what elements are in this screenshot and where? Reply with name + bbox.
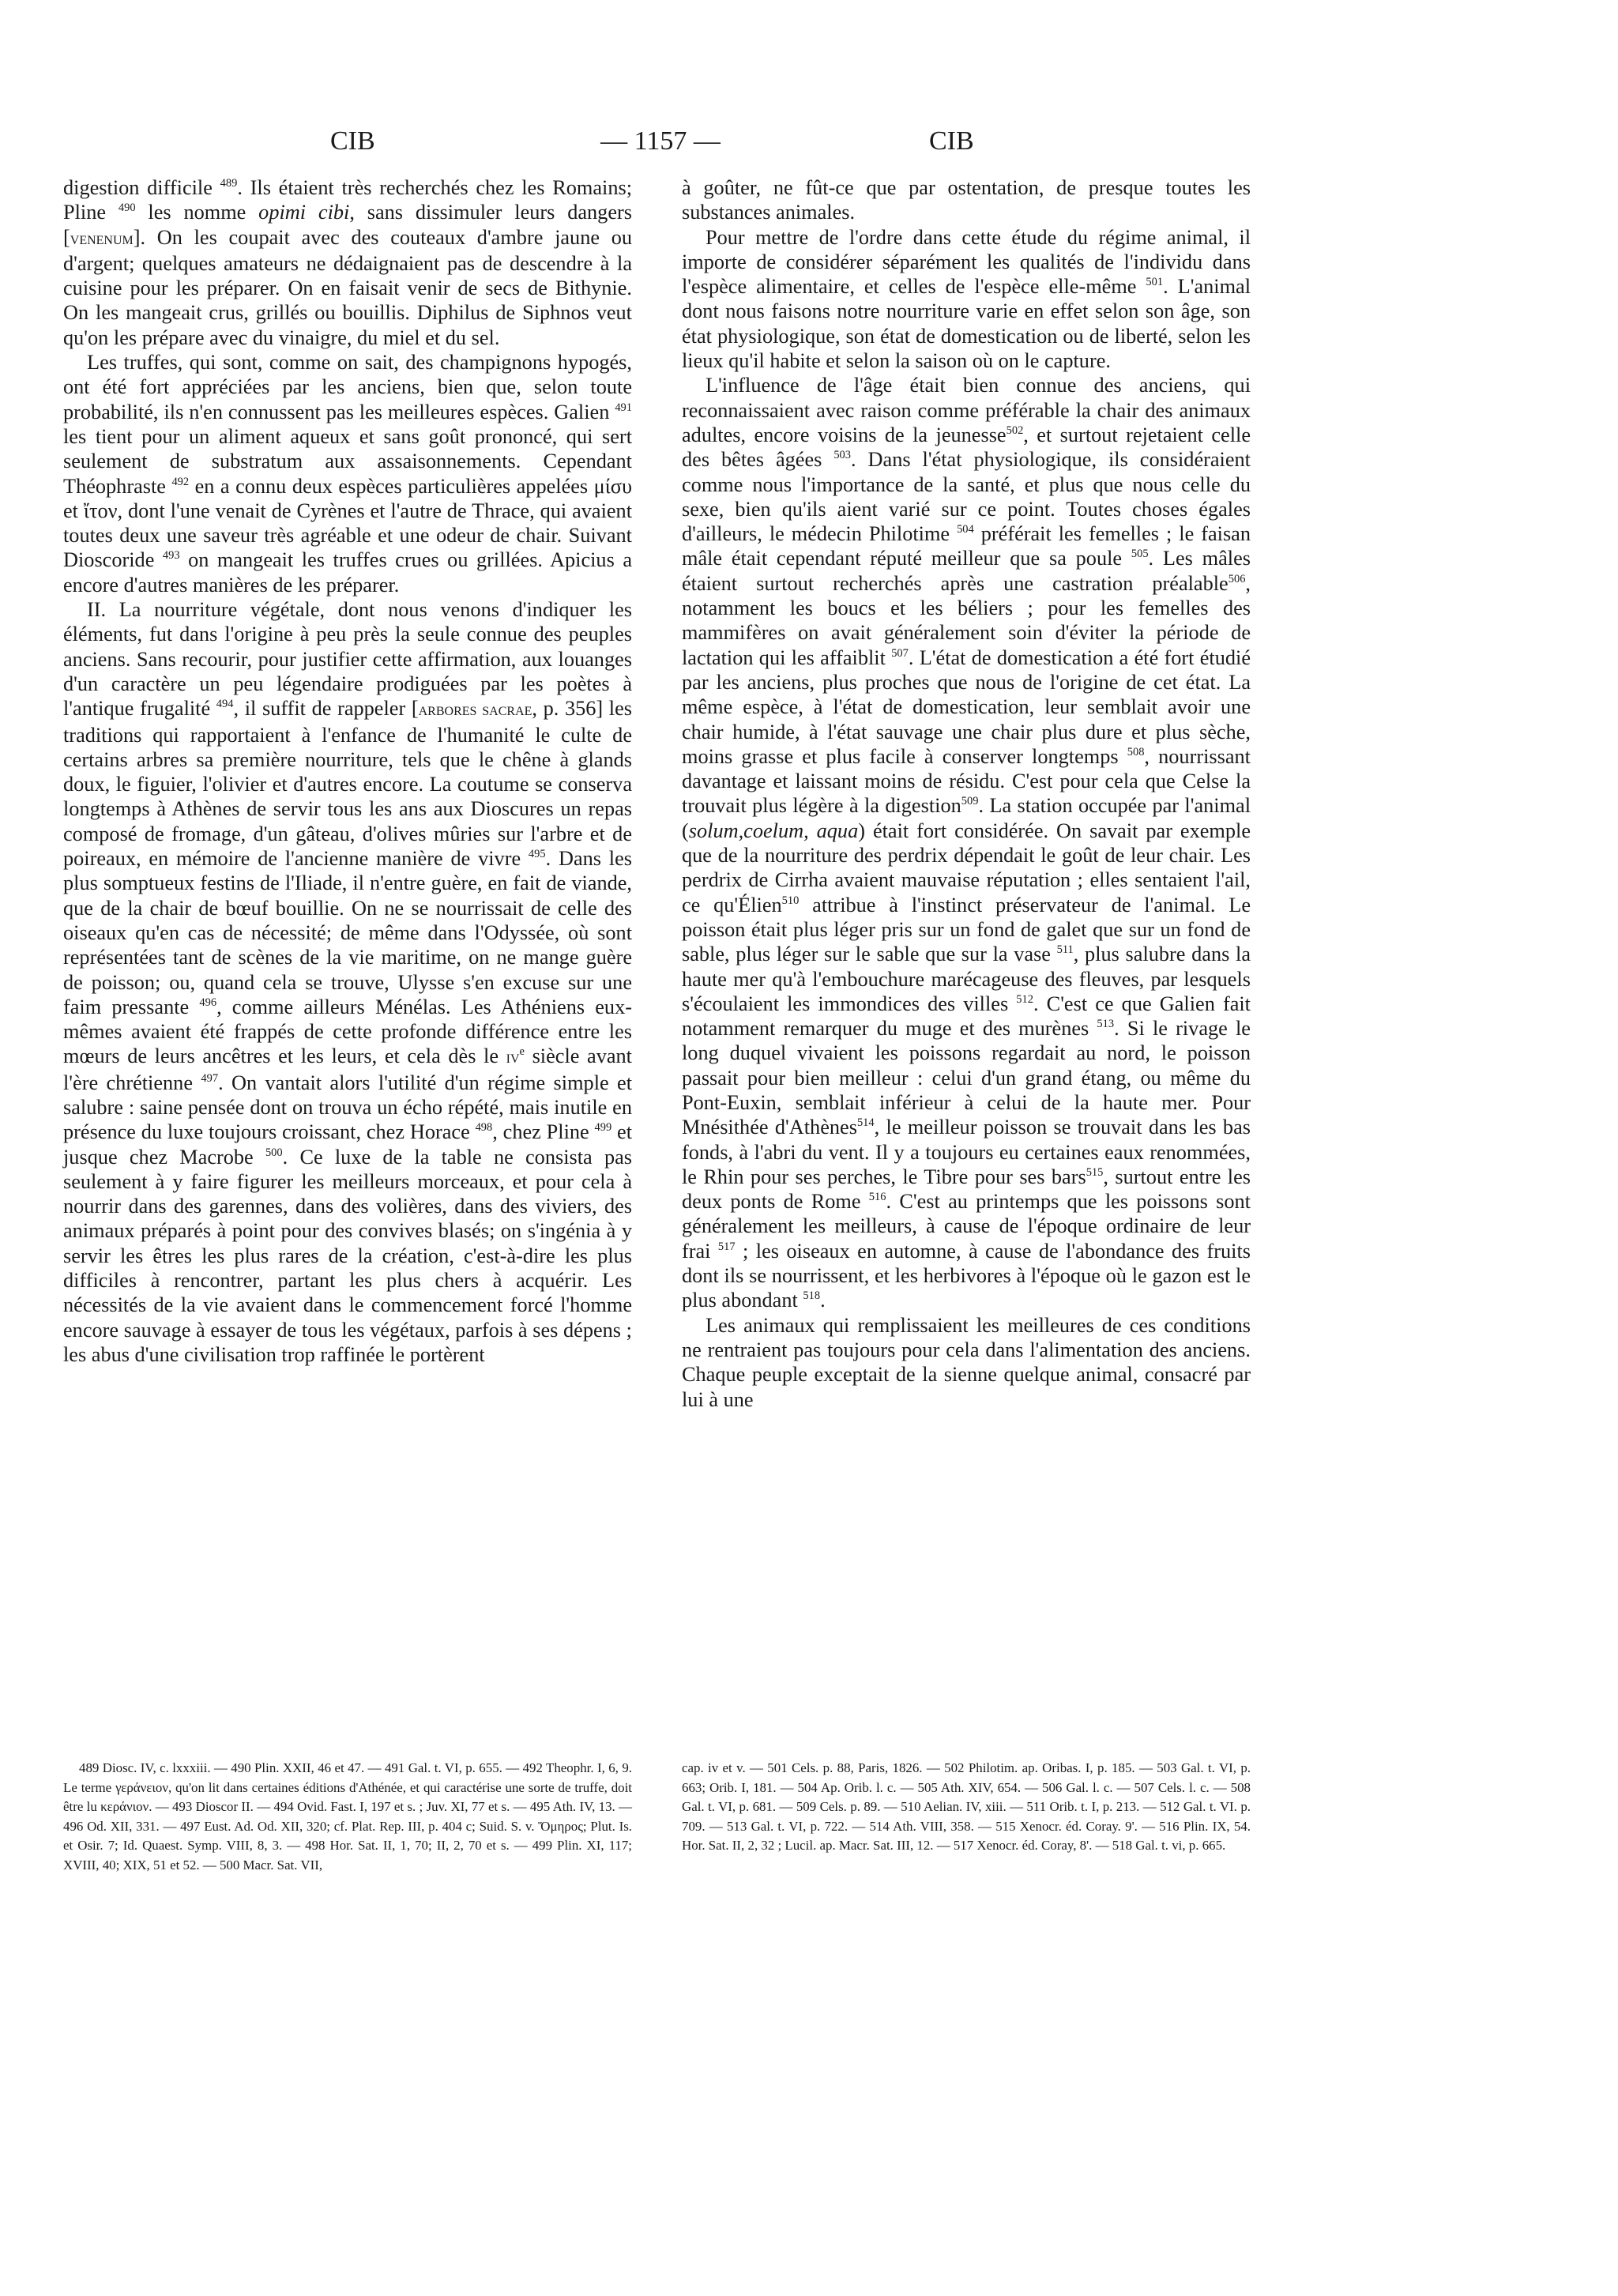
footnote-ref: 493 bbox=[162, 549, 180, 563]
footnote-ref: 515 bbox=[1086, 1165, 1104, 1179]
paragraph: II. La nourriture végétale, dont nous venons d'indiquer les éléments, fut dans l'origine à peu près la seule connue des peuples anciens. Sans recourir, pour justifier cette affirmation, aux louanges d'un caractère un peu légendaire prodiguées par les poètes à l'antique frugalité $^{494}$, il suffit de rappeler [arbores sacrae, p. 356] les traditions qui rapportaient à l'enfance de l'humanité le culte de certains arbres sa première nourriture, tels que le chêne à glands doux, le figuier, l'olivier et d'autres encore. La coutume se conserva longtemps à Athènes de servir tous les ans aux Dioscures un repas composé de fromage, d'un gâteau, d'olives mûries sur l'arbre et de poireaux, en mémoire de l'ancienne manière de vivre $^{495}$. Dans les plus somptueux festins de l'Iliade, il n'entre guère, en fait de viande, que de la chair de bœuf bouillie. On ne se nourrissait de celle des oiseaux qu'en cas de nécessité; de même dans l'Odyssée, où sont représentées tant de scènes de la vie maritime, on ne mange guère de poisson; ou, quand cela se trouve, Ulysse s'en excuse sur une faim pressante $^{496}$, comme ailleurs Ménélas. Les Athéniens eux-mêmes avaient été frappés de cette profonde différence entre les mœurs de leurs ancêtres et les leurs, et cela dès le $iv^e$ siècle avant l'ère chrétienne $^{497}$. On vantait alors l'utilité d'un régime simple et salubre : saine pensée dont on trouva un écho répété, mais inutile en présence du luxe toujours croissant, chez Horace $^{498}$, chez Pline $^{499}$ et jusque chez Macrobe $^{500}$. Ce luxe de la table ne consista pas seulement à y faire figurer les meilleurs morceaux, et pour cela à nourrir dans des garennes, dans des volières, dans des viviers, des animaux préparés à point pour des convives blasés; on s'ingénia à y servir les êtres les plus rares de la création, c'est-à-dire les plus difficiles à rencontrer, partant les plus chers à acquérir. Les nécessités de la vie avaient dans le commencement forcé l'homme encore sauvage à essayer de tous les végétaux, parfois à ses dépens ; les abus d'une civilisation trop raffinée le portèrent bbox=[63, 598, 633, 1366]
footnote-text: cap. iv et v. — 501 Cels. p. 88, Paris, 1826. — 502 Philotim. ap. Oribas. I, p. 185. — 503 Gal. t. VI, p. 663; Orib. I, 181. — 504 Ap. Orib. l. c. — 505 Ath. XIV, 654. — 506 Gal. l. c. — 507 Cels. l. c. — 508 Gal. t. VI, p. 681. — 509 Cels. p. 89. — 510 Aelian. IV, xiii. — 511 Orib. t. I, p. 213. — 512 Gal. t. VI. p. 709. — 513 Gal. t. VI, p. 722. — 514 Ath. VIII, 358. — 515 Xenocr. éd. Coray. 9'. — 516 Plin. IX, 54. Hor. Sat. II, 2, 32 ; Lucil. ap. Macr. Sat. III, 12. — 517 Xenocr. éd. Coray, 8'. — 518 Gal. t. vi, p. 665. bbox=[682, 1760, 1251, 1853]
footnote-ref: 499 bbox=[594, 1121, 612, 1135]
left-column bbox=[63, 175, 632, 1367]
footnote-ref: 495 bbox=[528, 847, 546, 860]
footnote-ref: 502 bbox=[1006, 423, 1024, 437]
footnote-ref: 512 bbox=[1016, 992, 1033, 1006]
footnote-ref: 509 bbox=[961, 795, 979, 808]
footnote-ref: 494 bbox=[216, 698, 234, 711]
footnote-ref: 490 bbox=[118, 201, 136, 215]
footnote-ref: 501 bbox=[1146, 276, 1164, 289]
paragraph: Les animaux qui remplissaient les meilleures de ces conditions ne rentraient pas toujours pour cela dans l'alimentation des anciens. Chaque peuple exceptait de la sienne quelque animal, consacré par lui à une bbox=[682, 1313, 1251, 1411]
footnote-ref: 496 bbox=[199, 996, 217, 1009]
paragraph: Les truffes, qui sont, comme on sait, des champignons hypogés, ont été fort appréciées par les anciens, bien que, selon toute probabilité, ils n'en connussent pas les meilleures espèces. Galien $^{491}$ les tient pour un aliment aqueux et sans goût prononcé, qui sert seulement de substratum aux assaisonnements. Cependant Théophraste $^{492}$ en a connu deux espèces particulières appelées μίσυ et ἴτον, dont l'une venait de Cyrènes et l'autre de Thrace, qui avaient toutes deux une saveur très agréable et une odeur de chair. Suivant Dioscoride $^{493}$ on mangeait les truffes crues ou grillées. Apicius a encore d'autres manières de les préparer. bbox=[63, 351, 632, 597]
footnote-ref: 500 bbox=[265, 1146, 283, 1159]
running-head-right: CIB bbox=[929, 126, 974, 156]
footnote-ref: 508 bbox=[1127, 745, 1145, 758]
footnote-ref: 511 bbox=[1056, 943, 1074, 957]
footnote-ref: 497 bbox=[201, 1071, 219, 1085]
footnote-ref: 489 bbox=[220, 176, 238, 190]
footnote-ref: 492 bbox=[171, 475, 190, 488]
paragraph: digestion difficile $^{489}$. Ils étaient très recherchés chez les Romains; Pline $^{490}$ les nomme opimi cibi, sans dissimuler leurs dangers [venenum]. On les coupait avec des couteaux d'ambre jaune ou d'argent; quelques amateurs ne dédaignaient pas de descendre à la cuisine pour les préparer. On en faisait venir de secs de Bithynie. On les mangeait crus, grillés ou bouillis. Diphilus de Siphnos veut qu'on les prépare avec du vinaigre, du miel et du sel. bbox=[63, 176, 633, 349]
footnote-ref: 516 bbox=[868, 1191, 886, 1204]
footnote-ref: 507 bbox=[891, 646, 909, 660]
footnotes-left bbox=[63, 1759, 632, 1875]
footnote-ref: 505 bbox=[1131, 548, 1149, 561]
footnote-ref: 491 bbox=[615, 401, 632, 414]
paragraph: L'influence de l'âge était bien connue des anciens, qui reconnaissaient avec raison comme préférable la chair des animaux adultes, encore voisins de la jeunesse$^{502}$, et surtout rejetaient celle des bêtes âgées $^{503}$. Dans l'état physiologique, ils considéraient comme nous l'importance de la santé, et plus que nous celle du sexe, bien qu'ils aient varié sur ce point. Toutes choses égales d'ailleurs, le médecin Philotime $^{504}$ préférait les femelles ; le faisan mâle était cependant réputé meilleur que sa poule $^{505}$. Les mâles étaient surtout recherchés après une castration préalable$^{506}$, notamment les boucs et les béliers ; pour les femelles des mammifères on avait généralement soin d'éviter la période de lactation qui les affaiblit $^{507}$. L'état de domestication a été fort étudié par les anciens, plus proches que nous de l'origine de cet état. La même espèce, à l'état de domestication, leur semblait avoir une chair humide, à l'état sauvage une chair plus dure et plus sèche, moins grasse et plus facile à conserver longtemps $^{508}$, nourrissant davantage et laissant moins de résidu. C'est pour cela que Celse la trouvait plus légère à la digestion$^{509}$. La station occupée par l'animal (solum,coelum, aqua) était fort considérée. On savait par exemple que de la nourriture des perdrix dépendait le goût de leur chair. Les perdrix de Cirrha avaient mauvaise réputation ; elles sentaient l'ail, ce qu'Élien$^{510}$ attribue à l'instinct préservateur de l'animal. Le poisson était plus léger pris sur un fond de galet que sur un fond de sable, plus léger sur le sable que sur la vase $^{511}$, plus salubre dans la haute mer qu'à l'embouchure marécageuse des fleuves, par lesquels s'écoulaient les immondices des villes $^{512}$. C'est ce que Galien fait notamment remarquer du muge et des murènes $^{513}$. Si le rivage le long duquel vivaient les poissons regardait au nord, le poisson passait pour bien meilleur : celui d'un grand étang, ou même du Pont-Euxin, semblait inférieur à celui de la haute mer. Pour Mnésithée d'Athènes$^{514}$, le meilleur poisson se trouvait dans les bas fonds, à l'abri du vent. Il y a toujours eu certaines eaux renommées, le Rhin pour ses perches, le Tibre pour ses bars$^{515}$, surtout entre les deux ponts de Rome $^{516}$. C'est au printemps que les poissons sont généralement les meilleurs, à cause de l'époque ordinaire de leur frai $^{517}$ ; les oiseaux en automne, à cause de l'abondance des fruits dont ils se nourrissent, et les herbivores à l'époque où le gazon est le plus abondant $^{518}$. bbox=[682, 374, 1251, 1312]
footnote-ref: 518 bbox=[803, 1289, 821, 1303]
footnote-ref: 506 bbox=[1228, 572, 1246, 585]
footnote-ref: 503 bbox=[833, 449, 852, 462]
footnote-text: 489 Diosc. IV, c. lxxxiii. — 490 Plin. XXII, 46 et 47. — 491 Gal. t. VI, p. 655. — 492 Theophr. I, 6, 9. Le terme γεράνειον, qu'on lit dans certaines éditions d'Athénée, et qui caractérise une sorte de truffe, doit être lu κεράνιον. — 493 Dioscor II. — 494 Ovid. Fast. I, 197 et s. ; Juv. XI, 77 et s. — 495 Ath. IV, 13. — 496 Od. XII, 331. — 497 Eust. Ad. Od. XII, 320; cf. Plat. Rep. III, p. 404 c; Suid. S. v. Ὅμηρος; Plut. Is. et Osir. 7; Id. Quaest. Symp. VIII, 8, 3. — 498 Hor. Sat. II, 1, 70; II, 2, 70 et s. — 499 Plin. XI, 117; XVIII, 40; XIX, 51 et 52. — 500 Macr. Sat. VII, bbox=[63, 1760, 632, 1873]
footnote-ref: 510 bbox=[781, 894, 800, 907]
page-number: — 1157 — bbox=[600, 126, 721, 156]
paragraph: à goûter, ne fût-ce que par ostentation, de presque toutes les substances animales. bbox=[682, 176, 1251, 224]
running-head-left: CIB bbox=[330, 126, 375, 156]
footnotes-right bbox=[682, 1759, 1251, 1856]
paragraph: Pour mettre de l'ordre dans cette étude du régime animal, il importe de considérer séparément les qualités de l'individu dans l'espèce alimentaire, et celles de l'espèce elle-même $^{501}$. L'animal dont nous faisons notre nourriture varie en effet selon son âge, son état physiologique, son état de domestication ou de liberté, selon les lieux qu'il habite et selon la saison où on le capture. bbox=[682, 225, 1251, 373]
footnote-ref: 498 bbox=[475, 1121, 493, 1135]
footnote-ref: 517 bbox=[717, 1240, 736, 1253]
footnote-ref: 504 bbox=[957, 523, 974, 536]
footnote-ref: 514 bbox=[856, 1116, 875, 1130]
right-column bbox=[682, 175, 1251, 1412]
footnote-ref: 513 bbox=[1097, 1017, 1115, 1030]
